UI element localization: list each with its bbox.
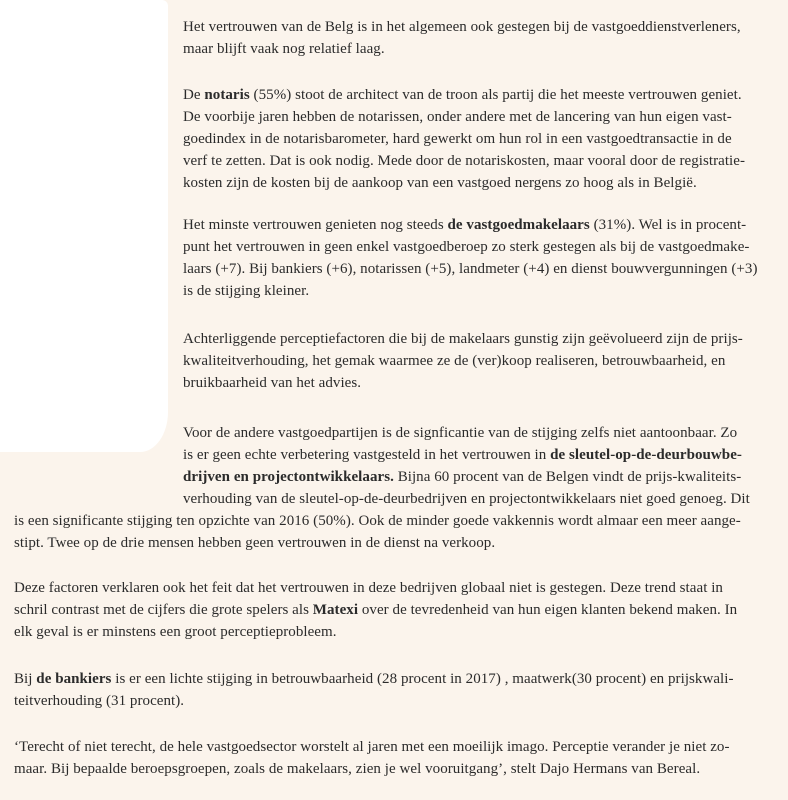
bold-bankiers: de bankiers	[36, 671, 112, 687]
paragraph-line	[183, 84, 779, 106]
paragraph-line: Deze factoren verklaren ook het feit dat het vertrouwen in deze bedrijven globaal niet is gestegen. Deze trend staat in	[14, 580, 723, 596]
paragraph-line: Het vertrouwen van de Belg is in het algemeen ook gestegen bij de vastgoeddienstverleners,	[183, 19, 741, 35]
text-run: schril contrast met de cijfers die grote spelers als	[14, 602, 313, 618]
bold-notaris: notaris	[204, 87, 250, 103]
paragraph-line	[14, 599, 784, 621]
paragraph-line	[183, 214, 779, 236]
paragraph-line: verf te zetten. Dat is ook nodig. Mede door de notariskosten, maar vooral door de registratie-	[183, 153, 746, 169]
paragraph-line: goedindex in de notarisbarometer, hard gewerkt om hun rol in een vastgoedtransactie in de	[183, 131, 732, 147]
paragraph-5-bottom	[14, 510, 784, 554]
paragraph-6	[14, 577, 784, 643]
paragraph-7	[14, 668, 784, 712]
paragraph-line: stipt. Twee op de drie mensen hebben geen vertrouwen in de dienst na verkoop.	[14, 535, 496, 551]
text-run: (31%). Wel is in procent-	[589, 217, 747, 233]
paragraph-line: laars (+7). Bij bankiers (+6), notarissen (+5), landmeter (+4) en dienst bouwvergunningen (+3)	[183, 261, 758, 277]
text-run: is er een lichte stijging in betrouwbaarheid (28 procent in 2017) , maatwerk(30 procent) en prijskwali-	[111, 671, 734, 687]
paragraph-line	[14, 668, 784, 690]
paragraph-8	[14, 736, 784, 780]
paragraph-line: maar blijft vaak nog relatief laag.	[183, 41, 385, 57]
paragraph-2	[183, 84, 779, 194]
paragraph-line: De voorbije jaren hebben de notarissen, onder andere met de lancering van hun eigen vast-	[183, 109, 732, 125]
text-run: Bij	[14, 671, 37, 687]
text-run: Het minste vertrouwen genieten nog steeds	[183, 217, 448, 233]
text-run: De	[183, 87, 205, 103]
text-run: is er geen echte verbetering vastgesteld in het vertrouwen in	[183, 447, 551, 463]
paragraph-line: maar. Bij bepaalde beroepsgroepen, zoals de makelaars, zien je wel vooruitgang’, stelt Dajo Hermans van Bereal.	[14, 761, 701, 777]
text-run: over de tevredenheid van hun eigen klanten bekend maken. In	[358, 602, 738, 618]
text-run: Bijna 60 procent van de Belgen vindt de prijs-kwaliteits-	[393, 469, 742, 485]
paragraph-line	[183, 444, 779, 466]
paragraph-line: elk geval is er minstens een groot perceptieprobleem.	[14, 624, 337, 640]
paragraph-line: kwaliteitverhouding, het gemak waarmee ze de (ver)koop realiseren, betrouwbaarheid, en	[183, 353, 726, 369]
paragraph-line: teitverhouding (31 procent).	[14, 693, 185, 709]
paragraph-line: Voor de andere vastgoedpartijen is de signficantie van de stijging zelfs niet aantoonbaar. Zo	[183, 425, 738, 441]
paragraph-4	[183, 328, 779, 394]
bold-vastgoedmakelaars: de vastgoedmakelaars	[447, 217, 590, 233]
paragraph-line: punt het vertrouwen in geen enkel vastgoedberoep zo sterk gestegen als bij de vastgoedmake-	[183, 239, 750, 255]
bold-sleutel-op-de-deur: de sleutel-op-de-deurbouwbe-	[550, 447, 742, 463]
paragraph-5-top	[183, 422, 779, 510]
paragraph-line: ‘Terecht of niet terecht, de hele vastgoedsector worstelt al jaren met een moeilijk imago. Perceptie verander je niet zo-	[14, 739, 730, 755]
bold-matexi: Matexi	[312, 602, 359, 618]
paragraph-3	[183, 214, 779, 302]
paragraph-line: verhouding van de sleutel-op-de-deurbedrijven en projectontwikkelaars niet goed genoeg. Dit	[183, 491, 750, 507]
paragraph-line: bruikbaarheid van het advies.	[183, 375, 362, 391]
text-run: (55%) stoot de architect van de troon als partij die het meeste vertrouwen geniet.	[249, 87, 742, 103]
paragraph-line: is de stijging kleiner.	[183, 283, 310, 299]
paragraph-line: kosten zijn de kosten bij de aankoop van een vastgoed nergens zo hoog als in België.	[183, 175, 697, 191]
paragraph-line: is een significante stijging ten opzichte van 2016 (50%). Ook de minder goede vakkennis wordt almaar een meer aange-	[14, 513, 741, 529]
paragraph-line	[183, 466, 779, 488]
bold-projectontwikkelaars: drijven en projectontwikkelaars.	[183, 469, 394, 485]
paragraph-1	[183, 16, 779, 60]
paragraph-line: Achterliggende perceptiefactoren die bij de makelaars gunstig zijn geëvolueerd zijn de prijs-	[183, 331, 743, 347]
